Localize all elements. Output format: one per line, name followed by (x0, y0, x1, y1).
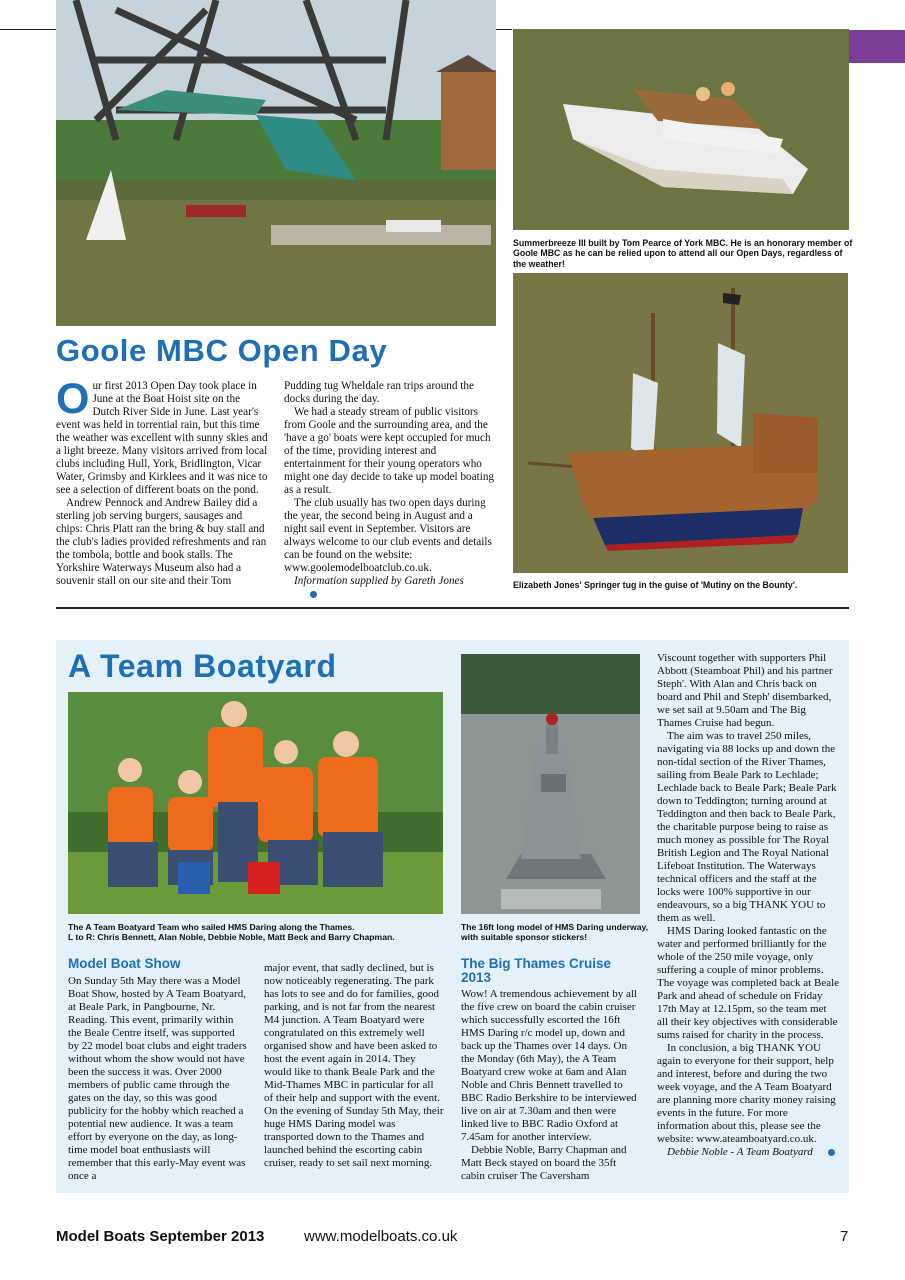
footer-page-number: 7 (840, 1228, 849, 1245)
photo-cruiser (513, 29, 849, 230)
ateam-column-2 (264, 962, 444, 1170)
caption-ateam-team: The A Team Boatyard Team who sailed HMS Daring along the Thames. L to R: Chris Bennett, Alan Noble, Debbie Noble, Matt Beck and Barry Chapman. (68, 922, 395, 943)
goole-paragraph-3: Pudding tug Wheldale ran trips around the docks during the day. (284, 380, 474, 405)
footer-magazine: Model Boats September 2013 (56, 1228, 265, 1245)
goole-column-2 (284, 380, 496, 601)
ateam-column-4 (657, 652, 840, 1159)
cruise-paragraph-6: In conclusion, a big THANK YOU again to everyone for their support, help and interest, before and during the two week voyage, and the A Team Boatyard are planning more charity money raising events in the future. For more information about this, please see the website: www.ateamboatyard.co.uk. (657, 1042, 836, 1145)
end-mark-icon (310, 591, 317, 598)
show-paragraph-1: On Sunday 5th May there was a Model Boat Show, hosted by A Team Boatyard, at Beale Park, in Pangbourne, Nr. Reading. This event, primarily within the Beale Centre itself, was supported by 22 model boat clubs and eight traders without whom the show would not have been the success it was. Over 2000 members of public came through the gates on the day, so this was good publicity for the hobby which reached a potential new audience. It was a team effort by everyone on the day, as long-time model boat enthusiasts will remember that this early-May event was once a (68, 975, 247, 1182)
photo-hms-daring (461, 654, 640, 914)
model-boat-show-heading: Model Boat Show (68, 956, 181, 971)
goole-paragraph-5: The club usually has two open days during the year, the second being in August and a night sail event in September. Visitors are always welcome to our club events and details can be found on the website: www.goolemodelboatclub.co.uk. (284, 497, 492, 574)
goole-headline: Goole MBC Open Day (56, 333, 388, 368)
show-paragraph-2: major event, that sadly declined, but is now noticeably regenerating. The park has lots to see and do for families, good parking, and is not far from the nearest M4 junction. A Team Boatyard were congratulated on this extremely well organised show and have been asked to host the event again in 2014. They would like to thank Beale Park and the Mid-Thames MBC in particular for all of their help and support with the event. On the evening of Sunday 5th May, their huge HMS Daring model was transported down to the Thames and launched behind the escorting cabin cruiser, ready to set sail next morning. (264, 962, 444, 1169)
footer-url[interactable]: www.modelboats.co.uk (304, 1228, 458, 1245)
photo-ateam-team (68, 692, 443, 914)
top-rule-left (0, 29, 56, 30)
goole-column-1 (56, 375, 268, 588)
cruise-paragraph-2: Debbie Noble, Barry Chapman and Matt Beck stayed on board the 35ft cabin cruiser The Caversham (461, 1144, 627, 1182)
cruise-paragraph-3: Viscount together with supporters Phil Abbott (Steamboat Phil) and his partner Steph'. With Alan and Chris back on board and Phil and Steph' disembarked, we set sail at 9.50am and The Big Thames Cruise had begun. (657, 652, 833, 729)
caption-cruiser: Summerbreeze III built by Tom Pearce of York MBC. He is an honorary member of Goole MBC as he can be relied upon to attend all our Open Days, regardless of the weather! (513, 238, 853, 269)
goole-credit: Information supplied by Gareth Jones (294, 575, 464, 587)
cruise-paragraph-1: Wow! A tremendous achievement by all the five crew on board the cabin cruiser which successfully escorted the 16ft HMS Daring r/c model up, down and back up the Thames over 14 days. On the Monday (6th May), the A Team Boatyard crew woke at 6am and Alan Noble and Chris Bennett travelled to BBC Radio Berkshire to be interviewed live on air at 7.30am and then were linked live to BBC Radio Oxford at 7.45am for another interview. (461, 988, 637, 1143)
cruise-paragraph-4: The aim was to travel 250 miles, navigating via 88 locks up and down the non-tidal section of the River Thames, sailing from Beale Park to Lechlade; Lechlade back to Beale Park; Beale Park down to Teddington; turning around at Teddington and then back to Beale Park, the charitable purpose being to raise as much money as possible for The Royal British Legion and The Royal National Lifeboat Institution. The Waterways technical officers and the staff at the locks were 100% supportive in our endeavours, so a big THANK YOU to them as well. (657, 730, 837, 924)
big-thames-cruise-heading: The Big Thames Cruise 2013 (461, 956, 612, 985)
ateam-headline: A Team Boatyard (68, 648, 337, 684)
ateam-credit: Debbie Noble - A Team Boatyard (667, 1146, 813, 1158)
top-rule-mid (496, 29, 512, 30)
drop-cap: O (56, 375, 90, 423)
caption-pirate-ship: Elizabeth Jones' Springer tug in the guise of 'Mutiny on the Bounty'. (513, 580, 798, 590)
photo-pirate-ship (513, 273, 848, 573)
cruise-paragraph-5: HMS Daring looked fantastic on the water and performed brilliantly for the whole of the 250 mile voyage, only suffering a couple of minor problems. The voyage was completed back at Beale Park and ahead of schedule on Friday 17th May at 12.15pm, so the team met all their key objectives with considerable sums raised for charity in the process. (657, 925, 840, 1041)
goole-paragraph-1: ur first 2013 Open Day took place in June at the Boat Hoist site on the Dutch River Side in June. Last year's event was held in torrential rain, but this time the weather was excellent with sunny skies and a light breeze. Many visitors arrived from local clubs including Hull, York, Bridlington, Vicar Water, Grimsby and Kirklees and it was nice to see a selection of different boats on the pond. (56, 380, 268, 496)
caption-hms-daring: The 16ft long model of HMS Daring underway, with suitable sponsor stickers! (461, 922, 649, 943)
ateam-column-1 (68, 975, 248, 1183)
section-divider (56, 607, 849, 609)
end-mark-icon (828, 1149, 835, 1156)
photo-boat-hoist (56, 0, 496, 326)
ateam-column-3 (461, 988, 642, 1183)
goole-paragraph-2: Andrew Pennock and Andrew Bailey did a sterling job serving burgers, sausages and chips: Chris Platt ran the bring & buy stall and the club's ladies provided refreshments and ran the tombola, bottle and book stalls. The Yorkshire Waterways Museum also had a souvenir stall on our site and their Tom (56, 497, 267, 587)
goole-paragraph-4: We had a steady stream of public visitors from Goole and the surrounding area, and the 'have a go' boats were kept occupied for much of the time, providing interest and entertainment for their young operators who might one day decide to take up model boating as a result. (284, 406, 495, 496)
